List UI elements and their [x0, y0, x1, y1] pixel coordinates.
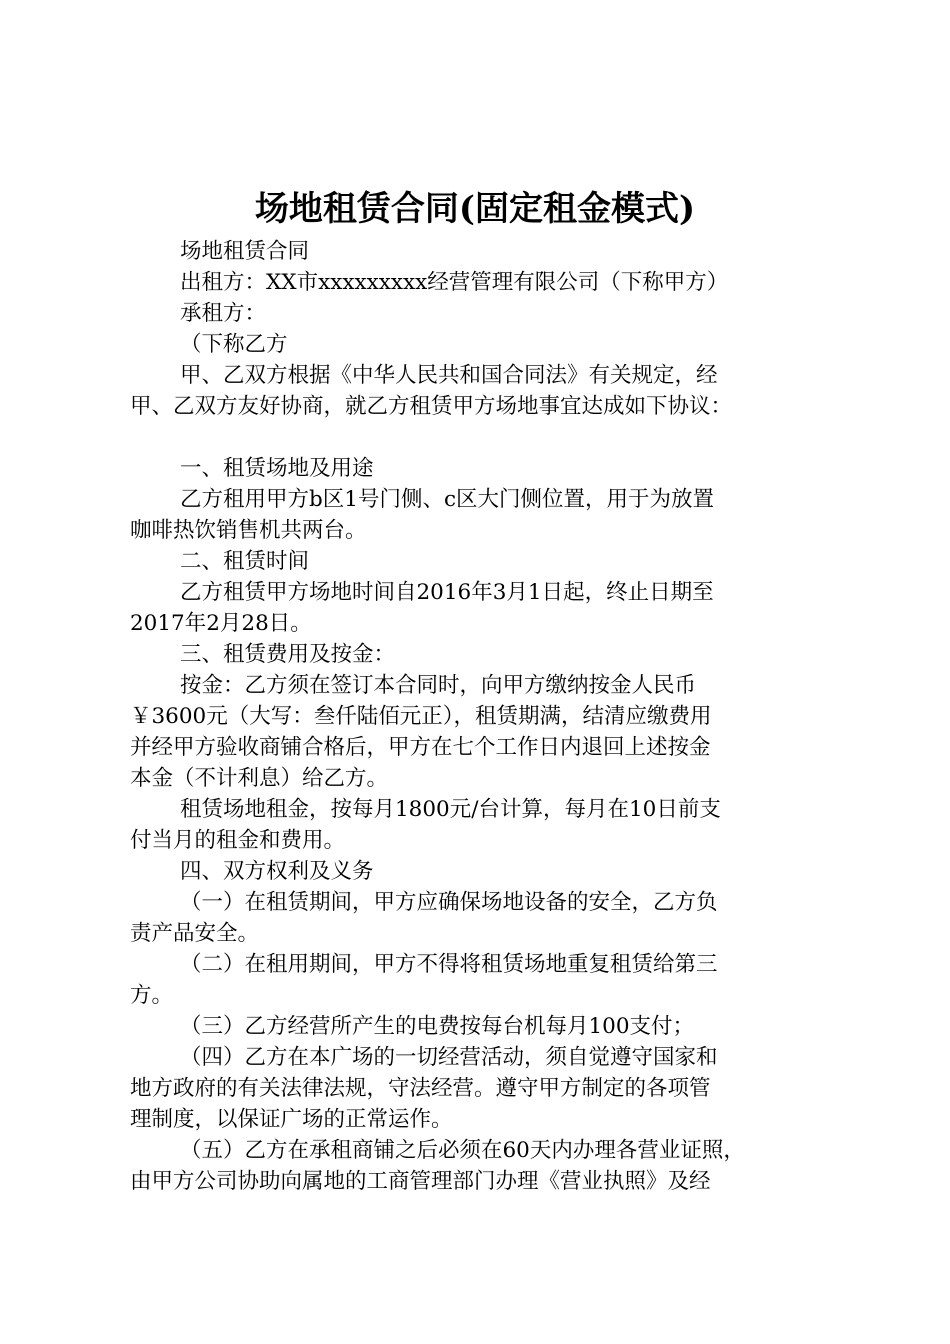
section-heading: 四、双方权利及义务 [180, 859, 374, 884]
paragraph-line: （下称乙方 [180, 332, 288, 357]
paragraph-line: 咖啡热饮销售机共两台。 [130, 518, 367, 543]
paragraph-line: ￥3600元（大写：叁仟陆佰元正），租赁期满，结清应缴费用 [130, 704, 712, 729]
document-body [130, 236, 830, 1197]
paragraph-line: （五）乙方在承租商铺之后必须在60天内办理各营业证照， [180, 1138, 745, 1163]
paragraph-line: 甲、乙双方根据《中华人民共和国合同法》有关规定，经 [180, 363, 718, 388]
document-title: 场地租赁合同(固定租金模式) [254, 189, 696, 229]
paragraph-line: 地方政府的有关法律法规，守法经营。遵守甲方制定的各项管 [130, 1076, 711, 1101]
paragraph-line: 付当月的租金和费用。 [130, 828, 346, 853]
paragraph-line: （一）在租赁期间，甲方应确保场地设备的安全，乙方负 [180, 890, 718, 915]
section-heading: 一、租赁场地及用途 [180, 456, 374, 481]
paragraph-line: 乙方租赁甲方场地时间自2016年3月1日起，终止日期至 [180, 580, 714, 605]
paragraph-line: （二）在租用期间，甲方不得将租赁场地重复租赁给第三 [180, 952, 718, 977]
paragraph-line: （三）乙方经营所产生的电费按每台机每月100支付； [180, 1014, 695, 1039]
paragraph-line: 本金（不计利息）给乙方。 [130, 766, 389, 791]
paragraph-line: 2017年2月28日。 [130, 611, 312, 636]
paragraph-line: （四）乙方在本广场的一切经营活动，须自觉遵守国家和 [180, 1045, 718, 1070]
paragraph-line: 租赁场地租金，按每月1800元/台计算，每月在10日前支 [180, 797, 721, 822]
paragraph-line: 方。 [130, 983, 174, 1008]
blank-line [130, 422, 830, 453]
paragraph-line: 由甲方公司协助向属地的工商管理部门办理《营业执照》及经 [130, 1169, 711, 1194]
paragraph-line: 乙方租用甲方b区1号门侧、c区大门侧位置，用于为放置 [180, 487, 714, 512]
paragraph-line: 责产品安全。 [130, 921, 260, 946]
section-heading: 二、租赁时间 [180, 549, 310, 574]
paragraph-line: 承租方： [180, 301, 267, 326]
paragraph-line: 场地租赁合同 [180, 239, 310, 264]
paragraph-line: 甲、乙双方友好协商，就乙方租赁甲方场地事宜达成如下协议： [130, 394, 733, 419]
paragraph-line: 并经甲方验收商铺合格后，甲方在七个工作日内退回上述按金 [130, 735, 711, 760]
paragraph-line: 出租方：XX市xxxxxxxxx经营管理有限公司（下称甲方） [180, 270, 729, 295]
paragraph-line: 理制度，以保证广场的正常运作。 [130, 1107, 453, 1132]
section-heading: 三、租赁费用及按金： [180, 642, 396, 667]
paragraph-line: 按金：乙方须在签订本合同时，向甲方缴纳按金人民币 [180, 673, 697, 698]
